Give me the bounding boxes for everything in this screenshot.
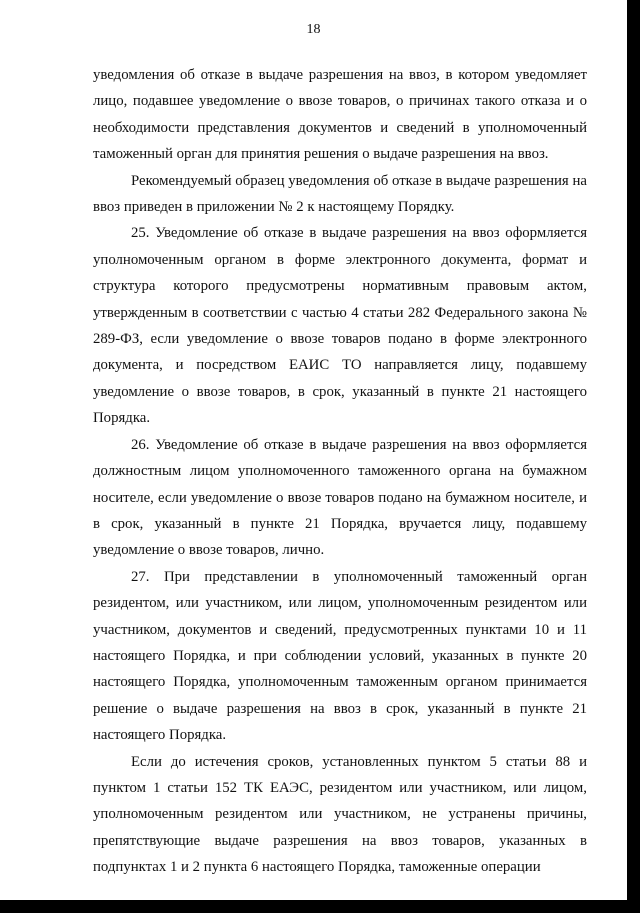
document-body [93,62,587,881]
scan-border-right [627,0,640,913]
paragraph-2: Рекомендуемый образец уведомления об отказе в выдаче разрешения на ввоз приведен в приложении № 2 к настоящему Порядку. [93,172,587,216]
paragraph-3: 25. Уведомление об отказе в выдаче разрешения на ввоз оформляется уполномоченным органом в форме электронного документа, формат и структура которого предусмотрены нормативным правовым актом, утвержденным в соответствии с частью 4 статьи 282 Федерального закона № 289-ФЗ, если уведомление о ввозе товаров подано в форме электронного документа, и посредством ЕАИС ТО направляется лицу, подавшему уведомление о ввозе товаров, в срок, указанный в пункте 21 настоящего Порядка. [93,225,587,427]
page-number: 18 [306,22,321,37]
scan-border-bottom [0,900,640,913]
paragraph-5: 27. При представлении в уполномоченный таможенный орган резидентом, или участником, или лицом, уполномоченным резидентом или участником, документов и сведений, предусмотренных пунктами 10 и 11 настоящего Порядка, и при соблюдении условий, указанных в пункте 20 настоящего Порядка, уполномоченным таможенным органом принимается решение о выдаче разрешения на ввоз в срок, указанный в пункте 21 настоящего Порядка. [93,568,587,744]
paragraph-1: уведомления об отказе в выдаче разрешения на ввоз, в котором уведомляет лицо, подавшее уведомление о ввозе товаров, о причинах такого отказа и о необходимости представления документов и сведений в уполномоченный таможенный орган для принятия решения о выдаче разрешения на ввоз. [93,67,587,163]
paragraph-4: 26. Уведомление об отказе в выдаче разрешения на ввоз оформляется должностным лицом уполномоченного таможенного органа на бумажном носителе, если уведомление о ввозе товаров подано на бумажном носителе, и в срок, указанный в пункте 21 Порядка, вручается лицу, подавшему уведомление о ввозе товаров, лично. [93,436,587,559]
paragraph-6: Если до истечения сроков, установленных пунктом 5 статьи 88 и пунктом 1 статьи 152 ТК ЕАЭС, резидентом или участником, или лицом, уполномоченным резидентом или участником, не устранены причины, препятствующие выдаче разрешения на ввоз товаров, указанных в подпунктах 1 и 2 пункта 6 настоящего Порядка, таможенные операции [93,753,587,876]
